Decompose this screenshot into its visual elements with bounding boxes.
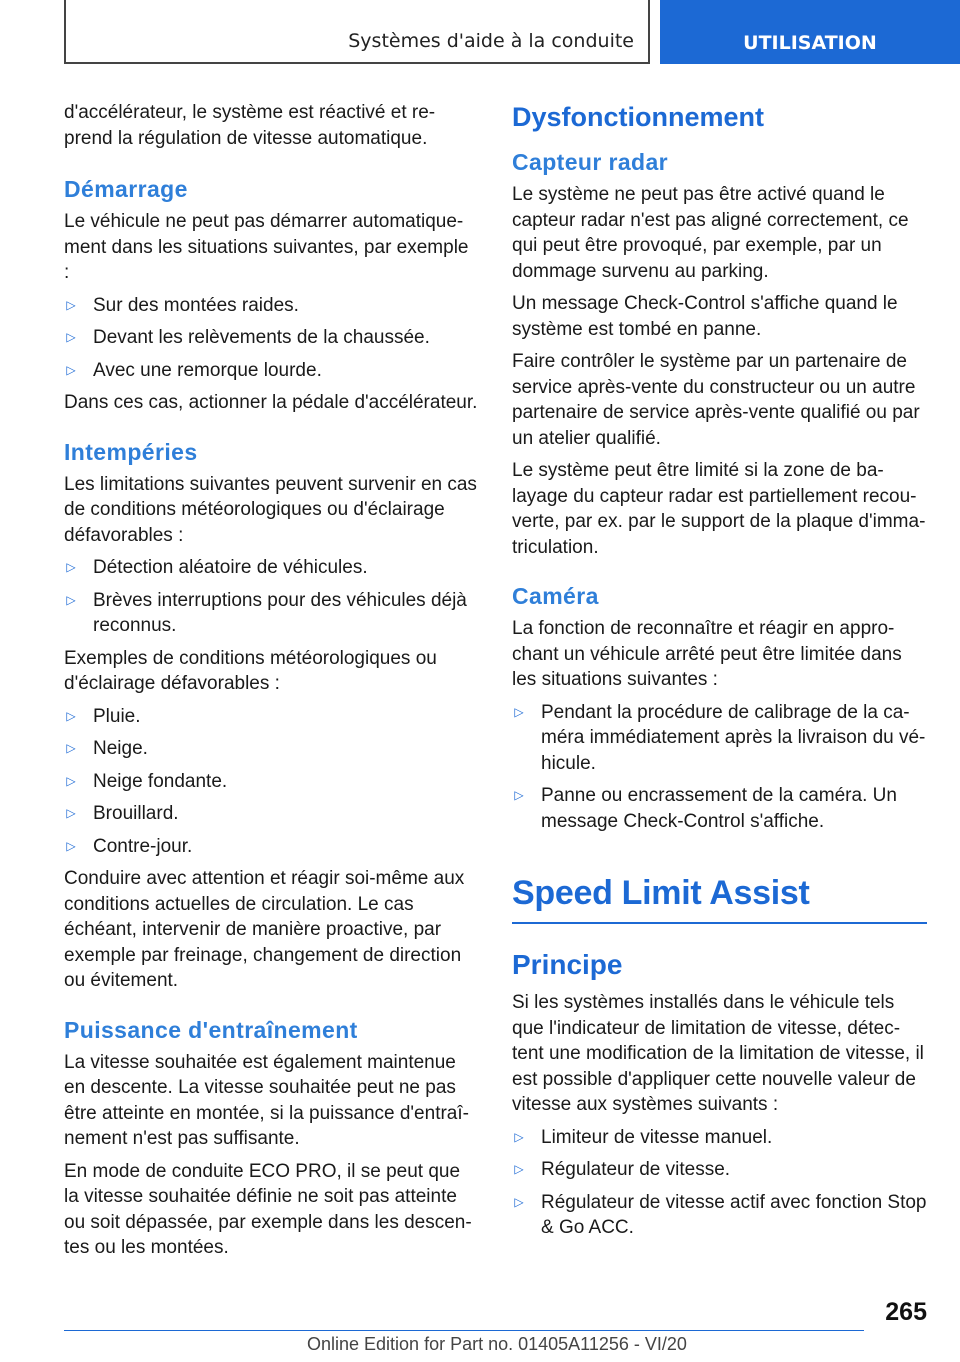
- bullet-triangle-icon: ▷: [66, 330, 76, 344]
- bullet-triangle-icon: ▷: [66, 592, 76, 607]
- heading-capteur-radar: Capteur radar: [512, 149, 669, 175]
- list-item: ▷ Neige fondante.: [64, 769, 479, 795]
- list-item: ▷ Brèves interruptions pour des véhicules déjà reconnus.: [64, 588, 479, 639]
- heading-rule: [512, 922, 927, 924]
- list-item: ▷ Neige.: [64, 736, 479, 762]
- list-item: ▷ Pendant la procédure de calibrage de la ca-méra immédiatement après la livraison du vé-hicule.: [512, 700, 927, 777]
- puissance-paragraph-2: En mode de conduite ECO PRO, il se peut que la vitesse souhaitée définie ne soit pas atteinte ou soit dépassée, par exemple dans les descen-tes ou les montées.: [64, 1160, 472, 1258]
- intemperies-outro: Conduire avec attention et réagir soi-même aux conditions actuelles de circulation. Le cas échéant, intervenir de manière proactive, par exemple par freinage, changement de direction ou évitement.: [64, 868, 465, 991]
- intemperies-examples-list: [64, 704, 479, 860]
- principe-intro: Si les systèmes installés dans le véhicule tels que l'indicateur de limitation de vitesse, détec-tent une modification de la limitation de vitesse, il est possible d'appliquer cette nouvelle valeur de vitesse aux systèmes suivants :: [512, 992, 924, 1115]
- intemperies-list: [64, 555, 479, 639]
- bullet-triangle-icon: ▷: [66, 560, 76, 574]
- heading-speed-limit-assist: Speed Limit Assist: [512, 874, 810, 912]
- heading-puissance: Puissance d'entraînement: [64, 1016, 358, 1043]
- section-title: Systèmes d'aide à la conduite: [348, 30, 634, 52]
- heading-intemperies: Intempéries: [64, 438, 198, 465]
- list-item: ▷ Avec une remorque lourde.: [64, 358, 479, 384]
- chapter-tab[interactable]: [660, 0, 960, 64]
- list-item: ▷ Brouillard.: [64, 801, 479, 827]
- bullet-triangle-icon: ▷: [514, 788, 524, 802]
- bullet-triangle-icon: ▷: [514, 1162, 524, 1176]
- demarrage-intro: Le véhicule ne peut pas démarrer automatique-ment dans les situations suivantes, par exemple :: [64, 211, 469, 283]
- camera-list: [512, 700, 927, 835]
- intemperies-examples-intro: Exemples de conditions météorologiques ou d'éclairage défavorables :: [64, 647, 437, 694]
- intemperies-intro: Les limitations suivantes peuvent survenir en cas de conditions météorologiques ou d'éclairage défavorables :: [64, 473, 477, 546]
- intro-paragraph: d'accélérateur, le système est réactivé et re-prend la régulation de vitesse automatique.: [64, 102, 436, 149]
- footer-rule: [64, 1330, 864, 1331]
- bullet-triangle-icon: ▷: [66, 806, 76, 820]
- bullet-triangle-icon: ▷: [66, 773, 76, 788]
- principe-list: [512, 1125, 927, 1241]
- list-item: ▷ Contre-jour.: [64, 834, 479, 860]
- heading-principe: Principe: [512, 949, 623, 980]
- bullet-triangle-icon: ▷: [66, 708, 76, 723]
- capteur-paragraph-1: Le système ne peut pas être activé quand le capteur radar n'est pas aligné correctement, ce qui peut être provoqué, par exemple, par un dommage survenu au parking.: [512, 184, 909, 282]
- list-item: ▷ Détection aléatoire de véhicules.: [64, 555, 479, 581]
- list-item: ▷ Devant les relèvements de la chaussée.: [64, 325, 479, 351]
- list-item: ▷ Pluie.: [64, 704, 479, 730]
- heading-dysfonctionnement: Dysfonctionnement: [512, 102, 765, 132]
- capteur-paragraph-4: Le système peut être limité si la zone de ba-layage du capteur radar est partiellement recou-verte, par ex. par le support de la plaque d'imma-triculation.: [512, 460, 926, 558]
- bullet-triangle-icon: ▷: [514, 704, 524, 719]
- bullet-triangle-icon: ▷: [66, 838, 76, 853]
- footer-edition: Online Edition for Part no. 01405A11256 - VI/20: [307, 1334, 687, 1354]
- demarrage-outro: Dans ces cas, actionner la pédale d'accélérateur.: [64, 392, 478, 413]
- list-item: ▷ Régulateur de vitesse.: [512, 1157, 927, 1183]
- bullet-triangle-icon: ▷: [66, 741, 76, 755]
- bullet-triangle-icon: ▷: [514, 1129, 524, 1144]
- capteur-paragraph-3: Faire contrôler le système par un partenaire de service après-vente du constructeur ou un autre partenaire de service après-vente qualifié ou par un atelier qualifié.: [512, 351, 920, 449]
- section-title-tab: [64, 0, 650, 64]
- bullet-triangle-icon: ▷: [514, 1194, 524, 1209]
- heading-camera: Caméra: [512, 583, 599, 609]
- page-number: 265: [885, 1298, 927, 1326]
- demarrage-list: [64, 293, 479, 384]
- bullet-triangle-icon: ▷: [66, 362, 76, 377]
- list-item: ▷ Panne ou encrassement de la caméra. Un message Check-Control s'affiche.: [512, 783, 927, 834]
- list-item: ▷ Régulateur de vitesse actif avec fonction Stop & Go ACC.: [512, 1190, 927, 1241]
- right-column: [512, 100, 927, 1248]
- capteur-paragraph-2: Un message Check-Control s'affiche quand le système est tombé en panne.: [512, 293, 898, 340]
- camera-intro: La fonction de reconnaître et réagir en appro-chant un véhicule arrêté peut être limitée dans les situations suivantes :: [512, 618, 902, 690]
- left-column: [64, 100, 479, 1268]
- heading-demarrage: Démarrage: [64, 176, 188, 202]
- list-item: ▷ Limiteur de vitesse manuel.: [512, 1125, 927, 1151]
- puissance-paragraph-1: La vitesse souhaitée est également maintenue en descente. La vitesse souhaitée peut ne pas être atteinte en montée, si la puissance d'entraî-nement n'est pas suffisante.: [64, 1051, 469, 1149]
- chapter-label: UTILISATION: [743, 32, 877, 54]
- list-item: ▷ Sur des montées raides.: [64, 293, 479, 319]
- bullet-triangle-icon: ▷: [66, 297, 76, 312]
